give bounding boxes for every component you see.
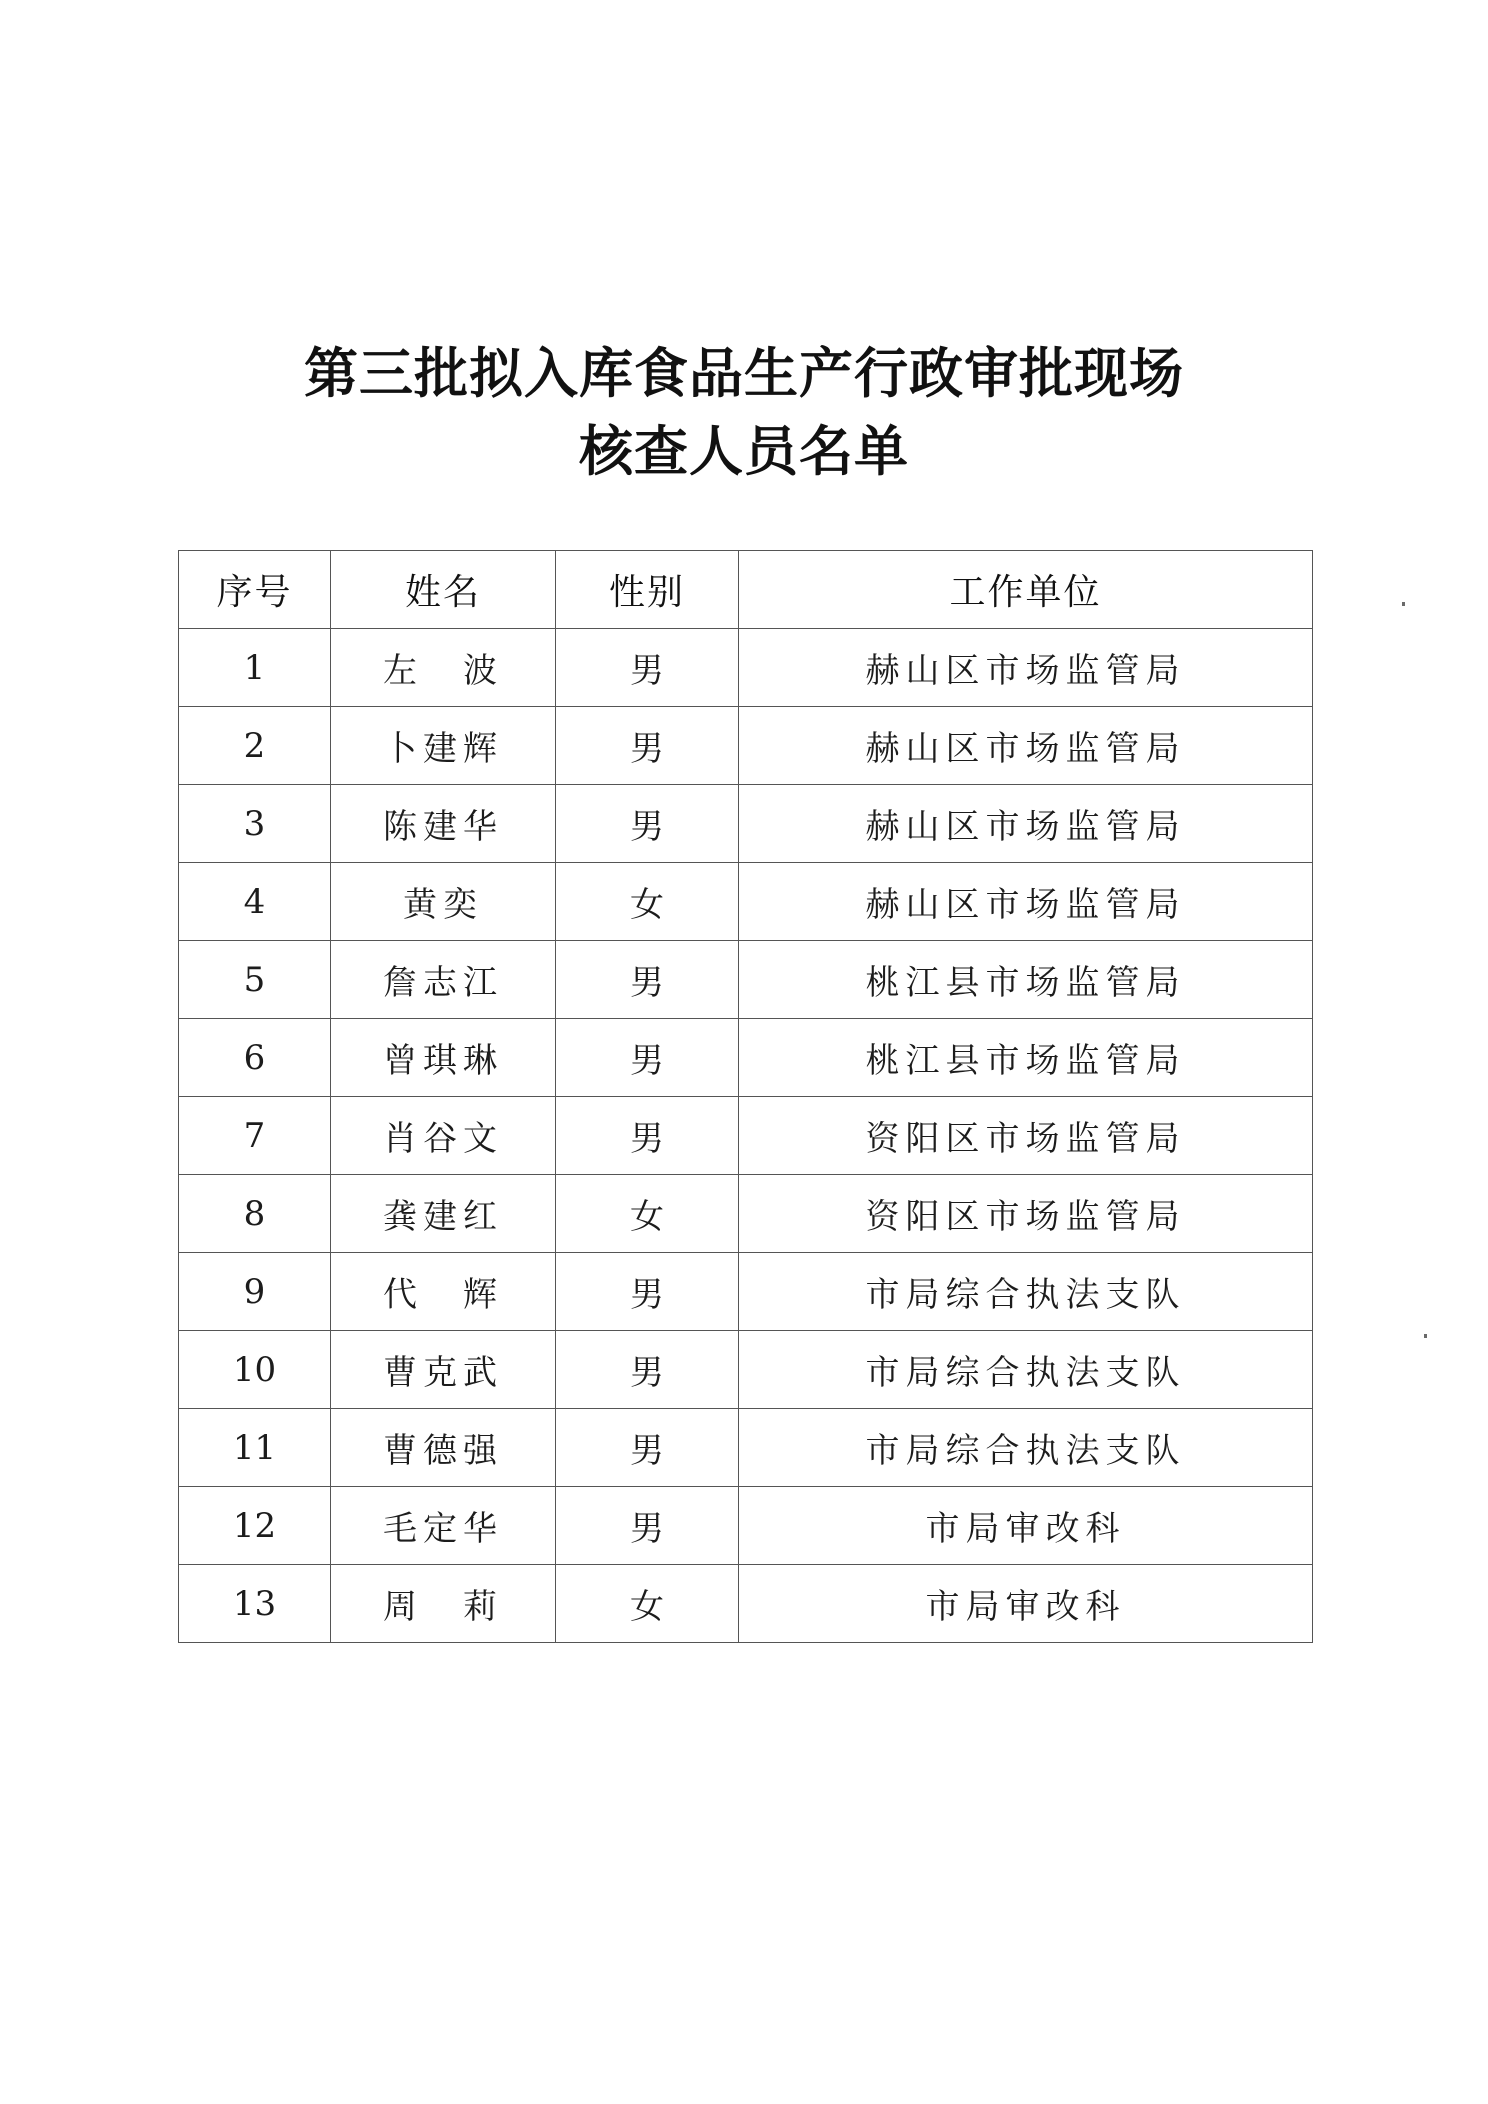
- cell-unit: 资阳区市场监管局: [739, 1175, 1313, 1253]
- cell-unit: 市局综合执法支队: [739, 1331, 1313, 1409]
- cell-name: 卜建辉: [331, 707, 556, 785]
- personnel-table: [178, 550, 1313, 1643]
- cell-name: 曾琪琳: [331, 1019, 556, 1097]
- scan-speck: [1424, 1334, 1427, 1338]
- cell-index: 11: [179, 1409, 331, 1487]
- cell-index: 4: [179, 863, 331, 941]
- cell-gender: 女: [556, 863, 739, 941]
- table-row: [179, 707, 1313, 785]
- cell-unit: 桃江县市场监管局: [739, 1019, 1313, 1097]
- table-row: [179, 785, 1313, 863]
- table-row: [179, 1097, 1313, 1175]
- table-row: [179, 1409, 1313, 1487]
- table-row: [179, 1565, 1313, 1643]
- cell-name: 曹克武: [331, 1331, 556, 1409]
- cell-unit: 市局审改科: [739, 1487, 1313, 1565]
- cell-unit: 赫山区市场监管局: [739, 785, 1313, 863]
- cell-gender: 女: [556, 1175, 739, 1253]
- table-row: [179, 1175, 1313, 1253]
- cell-unit: 桃江县市场监管局: [739, 941, 1313, 1019]
- table-row: [179, 1331, 1313, 1409]
- header-gender: 性别: [556, 551, 739, 629]
- cell-index: 6: [179, 1019, 331, 1097]
- title-line-1: 第三批拟入库食品生产行政审批现场: [304, 341, 1184, 406]
- header-unit: 工作单位: [739, 551, 1313, 629]
- cell-index: 9: [179, 1253, 331, 1331]
- cell-gender: 男: [556, 1409, 739, 1487]
- cell-name: 肖谷文: [331, 1097, 556, 1175]
- table-row: [179, 629, 1313, 707]
- cell-index: 12: [179, 1487, 331, 1565]
- cell-name: 黄奕: [331, 863, 556, 941]
- cell-gender: 男: [556, 1019, 739, 1097]
- cell-gender: 男: [556, 1097, 739, 1175]
- cell-index: 1: [179, 629, 331, 707]
- title-line-2: 核查人员名单: [579, 419, 909, 484]
- cell-name: 詹志江: [331, 941, 556, 1019]
- cell-index: 5: [179, 941, 331, 1019]
- table-row: [179, 1253, 1313, 1331]
- cell-unit: 赫山区市场监管局: [739, 629, 1313, 707]
- scan-speck: [1402, 602, 1405, 606]
- cell-name: 代 辉: [331, 1253, 556, 1331]
- table-header-row: [179, 551, 1313, 629]
- cell-gender: 男: [556, 941, 739, 1019]
- cell-index: 10: [179, 1331, 331, 1409]
- table-row: [179, 1487, 1313, 1565]
- cell-unit: 市局综合执法支队: [739, 1409, 1313, 1487]
- cell-name: 周 莉: [331, 1565, 556, 1643]
- cell-index: 7: [179, 1097, 331, 1175]
- table-row: [179, 863, 1313, 941]
- cell-unit: 赫山区市场监管局: [739, 707, 1313, 785]
- cell-name: 陈建华: [331, 785, 556, 863]
- cell-unit: 市局审改科: [739, 1565, 1313, 1643]
- cell-index: 8: [179, 1175, 331, 1253]
- cell-gender: 男: [556, 629, 739, 707]
- cell-gender: 男: [556, 1331, 739, 1409]
- cell-unit: 市局综合执法支队: [739, 1253, 1313, 1331]
- table-row: [179, 1019, 1313, 1097]
- cell-index: 13: [179, 1565, 331, 1643]
- cell-gender: 男: [556, 785, 739, 863]
- cell-unit: 赫山区市场监管局: [739, 863, 1313, 941]
- header-index: 序号: [179, 551, 331, 629]
- cell-index: 3: [179, 785, 331, 863]
- cell-gender: 男: [556, 1253, 739, 1331]
- cell-gender: 男: [556, 707, 739, 785]
- cell-gender: 男: [556, 1487, 739, 1565]
- cell-name: 曹德强: [331, 1409, 556, 1487]
- cell-unit: 资阳区市场监管局: [739, 1097, 1313, 1175]
- cell-name: 龚建红: [331, 1175, 556, 1253]
- cell-name: 毛定华: [331, 1487, 556, 1565]
- table-row: [179, 941, 1313, 1019]
- cell-gender: 女: [556, 1565, 739, 1643]
- header-name: 姓名: [331, 551, 556, 629]
- document-title: [0, 334, 1488, 490]
- cell-index: 2: [179, 707, 331, 785]
- cell-name: 左 波: [331, 629, 556, 707]
